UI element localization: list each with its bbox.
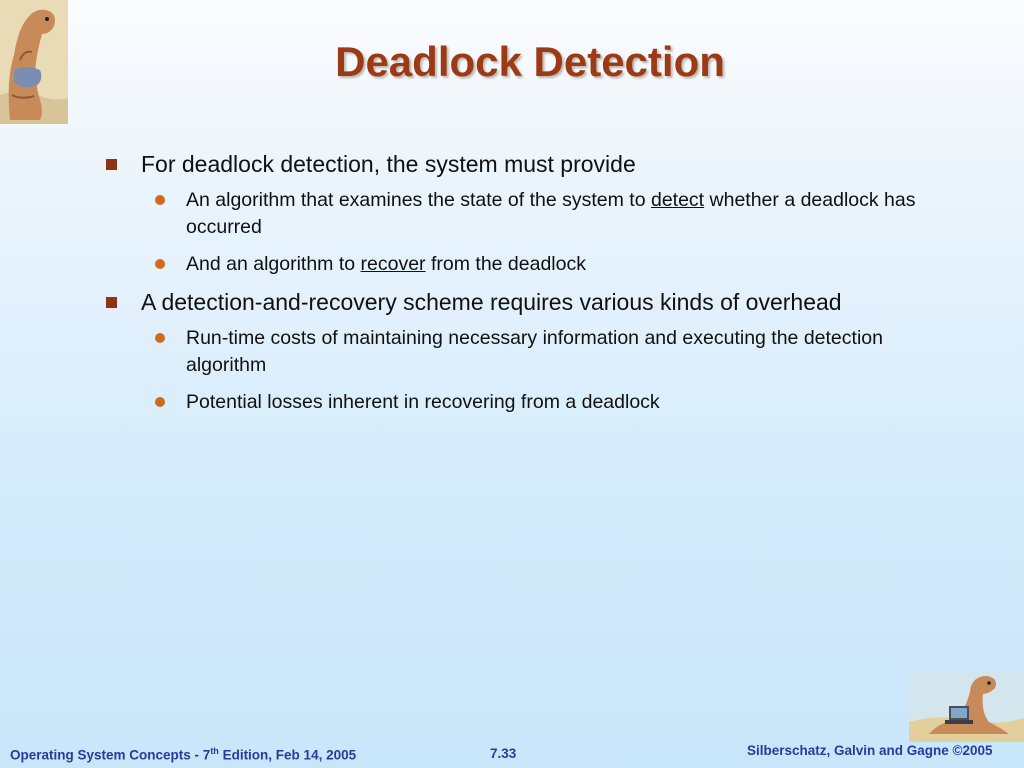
bullet-level2 bbox=[104, 325, 944, 379]
round-bullet-icon bbox=[155, 259, 165, 269]
bullet-text: For deadlock detection, the system must provide bbox=[141, 151, 636, 177]
footer-text: Edition, Feb 14, 2005 bbox=[218, 747, 357, 763]
page-number: 7.33 bbox=[490, 746, 517, 761]
bullet-text: whether a deadlock has occurred bbox=[186, 189, 916, 238]
bullet-level2 bbox=[104, 389, 944, 416]
footer-copyright: Silberschatz, Galvin and Gagne ©2005 bbox=[747, 743, 993, 758]
bullet-text: from the deadlock bbox=[425, 253, 586, 275]
bullet-text: A detection-and-recovery scheme requires various kinds of overhead bbox=[141, 289, 842, 315]
round-bullet-icon bbox=[155, 397, 165, 407]
bullet-text: And an algorithm to bbox=[186, 253, 361, 275]
bullet-level1 bbox=[104, 150, 944, 179]
square-bullet-icon bbox=[106, 297, 117, 308]
square-bullet-icon bbox=[106, 159, 117, 170]
slide-title: Deadlock Detection bbox=[335, 38, 725, 85]
bullet-text: Run-time costs of maintaining necessary information and executing the detection algorithm bbox=[186, 327, 883, 376]
bullet-text: Potential losses inherent in recovering from a deadlock bbox=[186, 391, 660, 413]
footer-course bbox=[10, 746, 356, 763]
bullet-level2 bbox=[104, 251, 944, 278]
dinosaur-reading-icon bbox=[0, 0, 68, 124]
emphasis-text: recover bbox=[360, 253, 426, 275]
bullet-level1 bbox=[104, 288, 944, 317]
footer-text: Operating System Concepts - 7 bbox=[10, 747, 211, 763]
bullet-level2 bbox=[104, 187, 944, 241]
emphasis-text: detect bbox=[650, 189, 705, 211]
dinosaur-laptop-icon bbox=[909, 672, 1024, 742]
footer-superscript: th bbox=[210, 746, 219, 756]
bullet-list bbox=[104, 150, 944, 426]
bullet-text: An algorithm that examines the state of the system to bbox=[186, 189, 651, 211]
round-bullet-icon bbox=[155, 195, 165, 205]
round-bullet-icon bbox=[155, 333, 165, 343]
